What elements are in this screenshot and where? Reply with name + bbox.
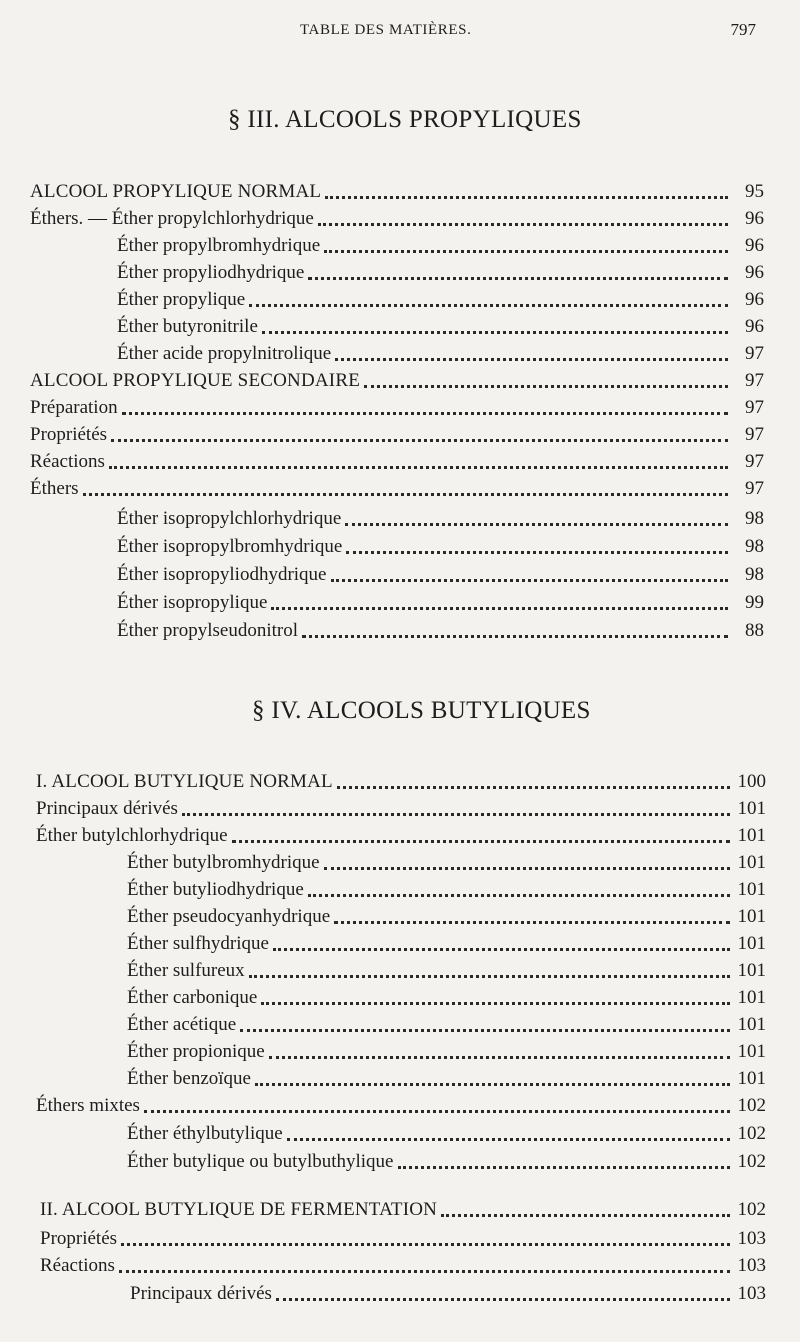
dot-leader bbox=[249, 290, 728, 307]
toc-entry-label: Éther sulfureux bbox=[127, 960, 245, 981]
toc-entry-page: 96 bbox=[745, 235, 764, 256]
dot-leader bbox=[302, 621, 728, 638]
toc-entry-label: Éther isopropylique bbox=[117, 592, 268, 613]
toc-entry-page: 101 bbox=[737, 1068, 766, 1089]
dot-leader bbox=[271, 593, 728, 610]
toc-entry bbox=[36, 795, 766, 821]
dot-leader bbox=[109, 452, 728, 469]
toc-entry-label: Éther isopropyliodhydrique bbox=[117, 564, 327, 585]
toc-entry-page: 102 bbox=[737, 1151, 766, 1172]
toc-entry bbox=[117, 505, 764, 531]
running-head bbox=[0, 20, 800, 44]
toc-entry bbox=[127, 849, 766, 875]
section-heading: § IV. ALCOOLS BUTYLIQUES bbox=[252, 697, 591, 724]
dot-leader bbox=[119, 1256, 730, 1273]
toc-entry-label: II. ALCOOL BUTYLIQUE DE FERMENTATION bbox=[40, 1199, 438, 1220]
toc-entry bbox=[30, 367, 764, 393]
toc-entry-page: 103 bbox=[737, 1228, 766, 1249]
toc-entry bbox=[30, 394, 764, 420]
toc-entry-label: Éther acétique bbox=[127, 1014, 237, 1035]
toc-entry-page: 97 bbox=[745, 370, 764, 391]
toc-entry-label: Éthers mixtes bbox=[36, 1095, 140, 1116]
toc-entry bbox=[117, 533, 764, 559]
toc-entry-label: Éther propylseudonitrol bbox=[117, 620, 298, 641]
toc-entry-page: 98 bbox=[745, 508, 764, 529]
dot-leader bbox=[262, 317, 728, 334]
toc-entry-label: Réactions bbox=[40, 1255, 115, 1276]
toc-entry bbox=[30, 421, 764, 447]
toc-entry-page: 101 bbox=[737, 879, 766, 900]
dot-leader bbox=[287, 1124, 730, 1141]
toc-entry-label: Propriétés bbox=[30, 424, 108, 445]
toc-entry-page: 101 bbox=[737, 987, 766, 1008]
toc-entry bbox=[117, 232, 764, 258]
dot-leader bbox=[441, 1200, 730, 1217]
dot-leader bbox=[261, 988, 730, 1005]
toc-entry bbox=[117, 259, 764, 285]
toc-entry-label: I. ALCOOL BUTYLIQUE NORMAL bbox=[36, 771, 333, 792]
toc-entry-label: Éther isopropylbromhydrique bbox=[117, 536, 343, 557]
toc-entry-label: Éther propionique bbox=[127, 1041, 265, 1062]
toc-entry bbox=[127, 930, 766, 956]
toc-entry bbox=[130, 1280, 766, 1306]
dot-leader bbox=[240, 1015, 730, 1032]
toc-entry-label: Éther propylique bbox=[117, 289, 246, 310]
toc-entry-label: Éther éthylbutylique bbox=[127, 1123, 283, 1144]
dot-leader bbox=[83, 479, 728, 496]
toc-entry-label: Éther butylchlorhydrique bbox=[36, 825, 228, 846]
dot-leader bbox=[334, 907, 730, 924]
toc-entry-label: Éther butylique ou butylbuthylique bbox=[127, 1151, 394, 1172]
dot-leader bbox=[273, 934, 730, 951]
dot-leader bbox=[122, 398, 728, 415]
toc-entry-page: 96 bbox=[745, 262, 764, 283]
toc-entry-page: 95 bbox=[745, 181, 764, 202]
dot-leader bbox=[324, 853, 730, 870]
toc-entry-label: Éther pseudocyanhydrique bbox=[127, 906, 331, 927]
toc-entry-page: 96 bbox=[745, 208, 764, 229]
toc-entry bbox=[40, 1196, 766, 1222]
toc-entry-page: 102 bbox=[737, 1123, 766, 1144]
dot-leader bbox=[232, 826, 730, 843]
toc-entry-label: Éthers. — Éther propylchlorhydrique bbox=[30, 208, 314, 229]
toc-entry-label: Éther benzoïque bbox=[127, 1068, 251, 1089]
toc-entry bbox=[117, 313, 764, 339]
section-heading: § III. ALCOOLS PROPYLIQUES bbox=[228, 106, 582, 133]
toc-entry-page: 101 bbox=[737, 1014, 766, 1035]
toc-entry bbox=[36, 768, 766, 794]
toc-entry bbox=[117, 561, 764, 587]
toc-entry-label: Principaux dérivés bbox=[36, 798, 178, 819]
dot-leader bbox=[255, 1069, 730, 1086]
dot-leader bbox=[398, 1152, 731, 1169]
toc-entry bbox=[36, 822, 766, 848]
toc-entry bbox=[30, 448, 764, 474]
toc-entry-label: Préparation bbox=[30, 397, 118, 418]
toc-entry bbox=[127, 1120, 766, 1146]
dot-leader bbox=[364, 371, 728, 388]
toc-entry bbox=[127, 1065, 766, 1091]
dot-leader bbox=[346, 537, 728, 554]
toc-entry-page: 102 bbox=[737, 1199, 766, 1220]
toc-entry bbox=[127, 984, 766, 1010]
toc-entry-label: Éthers bbox=[30, 478, 79, 499]
toc-entry-page: 96 bbox=[745, 289, 764, 310]
toc-entry-page: 101 bbox=[737, 852, 766, 873]
toc-entry-page: 97 bbox=[745, 478, 764, 499]
toc-entry-page: 98 bbox=[745, 536, 764, 557]
toc-entry-label: Éther butylbromhydrique bbox=[127, 852, 320, 873]
dot-leader bbox=[269, 1042, 730, 1059]
dot-leader bbox=[182, 799, 730, 816]
dot-leader bbox=[249, 961, 730, 978]
toc-entry-label: Éther sulfhydrique bbox=[127, 933, 269, 954]
dot-leader bbox=[276, 1284, 730, 1301]
dot-leader bbox=[345, 509, 728, 526]
toc-entry-label: Éther isopropylchlorhydrique bbox=[117, 508, 342, 529]
toc-entry-page: 101 bbox=[737, 906, 766, 927]
toc-entry bbox=[30, 178, 764, 204]
toc-entry-page: 98 bbox=[745, 564, 764, 585]
toc-entry bbox=[30, 475, 764, 501]
dot-leader bbox=[121, 1229, 730, 1246]
toc-entry bbox=[36, 1092, 766, 1118]
toc-entry-label: Réactions bbox=[30, 451, 105, 472]
toc-entry bbox=[117, 340, 764, 366]
toc-entry-page: 101 bbox=[737, 933, 766, 954]
dot-leader bbox=[308, 880, 730, 897]
dot-leader bbox=[335, 344, 728, 361]
toc-entry-label: Éther butyronitrile bbox=[117, 316, 258, 337]
toc-entry-page: 103 bbox=[737, 1255, 766, 1276]
toc-entry-page: 97 bbox=[745, 424, 764, 445]
toc-entry-page: 101 bbox=[737, 960, 766, 981]
toc-entry bbox=[127, 876, 766, 902]
toc-entry-page: 101 bbox=[737, 798, 766, 819]
toc-entry-page: 97 bbox=[745, 343, 764, 364]
toc-entry bbox=[40, 1225, 766, 1251]
toc-entry-page: 103 bbox=[737, 1283, 766, 1304]
toc-entry-label: Éther butyliodhydrique bbox=[127, 879, 304, 900]
toc-entry-label: Éther carbonique bbox=[127, 987, 258, 1008]
dot-leader bbox=[318, 209, 728, 226]
toc-entry-page: 101 bbox=[737, 1041, 766, 1062]
toc-entry bbox=[30, 205, 764, 231]
dot-leader bbox=[144, 1096, 730, 1113]
dot-leader bbox=[111, 425, 728, 442]
toc-entry-label: Éther acide propylnitrolique bbox=[117, 343, 332, 364]
toc-entry-page: 100 bbox=[737, 771, 766, 792]
toc-entry-label: Principaux dérivés bbox=[130, 1283, 272, 1304]
toc-entry bbox=[127, 957, 766, 983]
toc-entry-page: 88 bbox=[745, 620, 764, 641]
toc-entry-page: 102 bbox=[737, 1095, 766, 1116]
toc-entry-label: Éther propyliodhydrique bbox=[117, 262, 305, 283]
toc-entry bbox=[127, 1148, 766, 1174]
toc-entry-page: 97 bbox=[745, 397, 764, 418]
toc-entry-page: 96 bbox=[745, 316, 764, 337]
toc-entry bbox=[127, 903, 766, 929]
toc-entry bbox=[117, 589, 764, 615]
toc-entry bbox=[117, 286, 764, 312]
toc-entry-page: 101 bbox=[737, 825, 766, 846]
toc-entry bbox=[40, 1252, 766, 1278]
toc-entry bbox=[127, 1011, 766, 1037]
dot-leader bbox=[308, 263, 728, 280]
toc-entry-label: Propriétés bbox=[40, 1228, 118, 1249]
dot-leader bbox=[324, 236, 728, 253]
toc-entry-label: ALCOOL PROPYLIQUE NORMAL bbox=[30, 181, 322, 202]
page-number: 797 bbox=[730, 20, 756, 39]
toc-entry-page: 99 bbox=[745, 592, 764, 613]
dot-leader bbox=[331, 565, 729, 582]
dot-leader bbox=[337, 772, 730, 789]
dot-leader bbox=[325, 182, 728, 199]
toc-entry-page: 97 bbox=[745, 451, 764, 472]
toc-entry-label: Éther propylbromhydrique bbox=[117, 235, 321, 256]
toc-entry-label: ALCOOL PROPYLIQUE SECONDAIRE bbox=[30, 370, 361, 391]
toc-entry bbox=[117, 617, 764, 643]
running-title: TABLE DES MATIÈRES. bbox=[300, 22, 472, 38]
toc-entry bbox=[127, 1038, 766, 1064]
